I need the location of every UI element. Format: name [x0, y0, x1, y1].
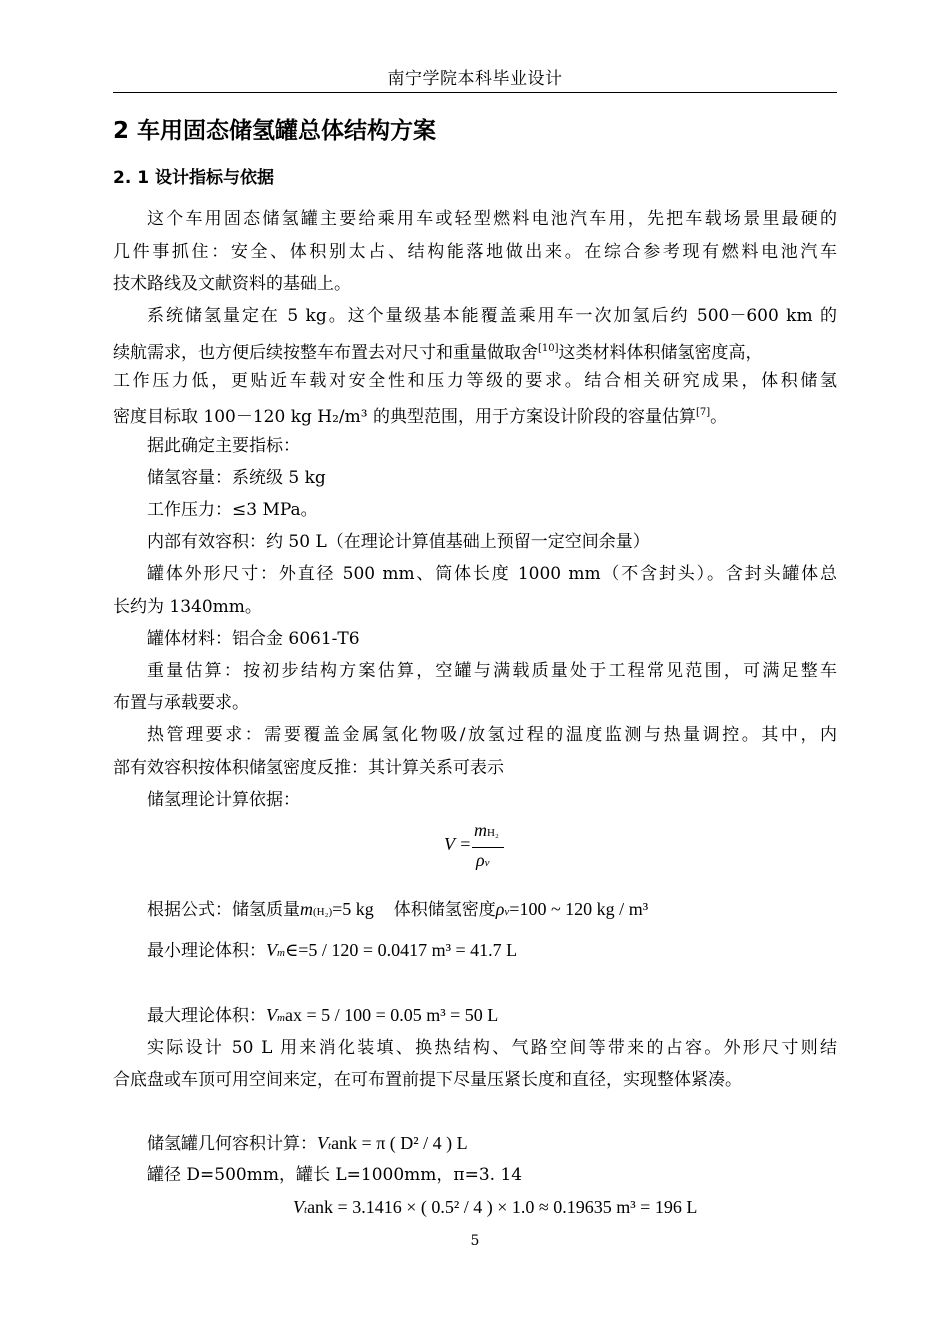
- density-value: =100 ~ 120 kg / m³: [509, 899, 649, 919]
- density-symbol: ρ: [495, 899, 505, 919]
- spec-item: 工作压力：≤3 MPa。: [147, 500, 318, 520]
- tank-volume-calc-line: Vtank = 3.1416 × ( 0.5² / 4 ) × 1.0 ≈ 0.19635 m³ = 196 L: [293, 1197, 698, 1217]
- mass-value: =5 kg: [332, 899, 374, 919]
- citation-ref: [10]: [538, 343, 559, 354]
- paragraph-line: 据此确定主要指标：: [147, 436, 300, 456]
- citation-ref: [7]: [696, 407, 711, 418]
- formula-denominator: ρv: [476, 850, 490, 870]
- max-volume-line: 最大理论体积：Vmax = 5 / 100 = 0.05 m³ = 50 L: [147, 1005, 499, 1026]
- paragraph-line: 系统储氢量定在 5 kg。这个量级基本能覆盖乘用车一次加氢后约 500－600 km 的: [147, 306, 837, 326]
- mass-symbol: m: [300, 899, 313, 919]
- spec-item-cont: 长约为 1340mm。: [113, 597, 262, 617]
- paragraph-line: 这个车用固态储氢罐主要给乘用车或轻型燃料电池汽车用，先把车载场景里最硬的: [147, 209, 837, 229]
- paragraph-text: 密度目标取 100－120 kg H₂/m³ 的典型范围，用于方案设计阶段的容量估算: [113, 407, 696, 427]
- header-divider: [113, 92, 837, 93]
- max-volume-expr: ax = 5 / 100 = 0.05 m³ = 50 L: [284, 1005, 499, 1025]
- paragraph-line: 几件事抓住：安全、体积别太占、结构能落地做出来。在综合参考现有燃料电池汽车: [113, 242, 837, 262]
- spec-item: 罐体材料：铝合金 6061-T6: [147, 629, 360, 649]
- page-number: 5: [470, 1233, 480, 1249]
- spec-item: 罐体外形尺寸：外直径 500 mm、筒体长度 1000 mm（不含封头）。含封头罐体总: [147, 564, 837, 584]
- spec-item: 重量估算：按初步结构方案估算，空罐与满载质量处于工程常见范围，可满足整车: [147, 661, 837, 681]
- paragraph-text: 续航需求，也方便后续按整车布置去对尺寸和重量做取舍: [113, 343, 538, 363]
- spec-item-cont: 部有效容积按体积储氢密度反推：其计算关系可表示: [113, 758, 504, 778]
- tank-volume-expr: ank = π ( D² / 4 ) L: [331, 1133, 468, 1153]
- paragraph-line: 实际设计 50 L 用来消化装填、换热结构、气路空间等带来的占容。外形尺寸则结: [147, 1038, 837, 1058]
- chapter-title: 2 车用固态储氢罐总体结构方案: [113, 118, 437, 144]
- section-title: 2. 1 设计指标与依据: [113, 168, 274, 188]
- fraction-bar: [472, 847, 504, 848]
- formula-basis-line: 根据公式：储氢质量m(H₂)=5 kg 体积储氢密度ρv=100 ~ 120 kg / m³: [147, 899, 649, 920]
- min-volume-line: 最小理论体积：Vm∈=5 / 120 = 0.0417 m³ = 41.7 L: [147, 940, 518, 961]
- paragraph-line: [113, 337, 837, 365]
- tank-volume-calc: ank = 3.1416 × ( 0.5² / 4 ) × 1.0 ≈ 0.19635 m³ = 196 L: [307, 1197, 698, 1217]
- paragraph-line: 技术路线及文献资料的基础上。: [113, 274, 351, 294]
- paragraph-text: 这类材料体积储氢密度高，: [558, 343, 763, 363]
- page-header: 南宁学院本科毕业设计: [387, 69, 563, 89]
- spec-item: 内部有效容积：约 50 L（在理论计算值基础上预留一定空间余量）: [147, 532, 650, 552]
- tank-volume-line: 储氢罐几何容积计算：Vtank = π ( D² / 4 ) L: [147, 1133, 468, 1154]
- paragraph-line: 合底盘或车顶可用空间来定，在可布置前提下尽量压紧长度和直径，实现整体紧凑。: [113, 1070, 742, 1090]
- spec-item: 储氢容量：系统级 5 kg: [147, 468, 326, 488]
- spec-item: 热管理要求：需要覆盖金属氢化物吸/放氢过程的温度监测与热量调控。其中，内: [147, 725, 837, 745]
- min-volume-expr: ∈=5 / 120 = 0.0417 m³ = 41.7 L: [284, 940, 518, 960]
- spec-item-cont: 布置与承载要求。: [113, 693, 249, 713]
- paragraph-text: 。: [710, 407, 728, 427]
- formula-numerator: mH₂: [474, 820, 499, 840]
- volume-formula: [444, 820, 534, 880]
- formula-lhs: V =: [444, 834, 472, 854]
- paragraph-line: 储氢理论计算依据：: [147, 790, 300, 810]
- paragraph-line: [113, 401, 837, 429]
- tank-dimensions: 罐径 D=500mm，罐长 L=1000mm，π=3. 14: [147, 1165, 523, 1185]
- paragraph-line: 工作压力低，更贴近车载对安全性和压力等级的要求。结合相关研究成果，体积储氢: [113, 371, 837, 391]
